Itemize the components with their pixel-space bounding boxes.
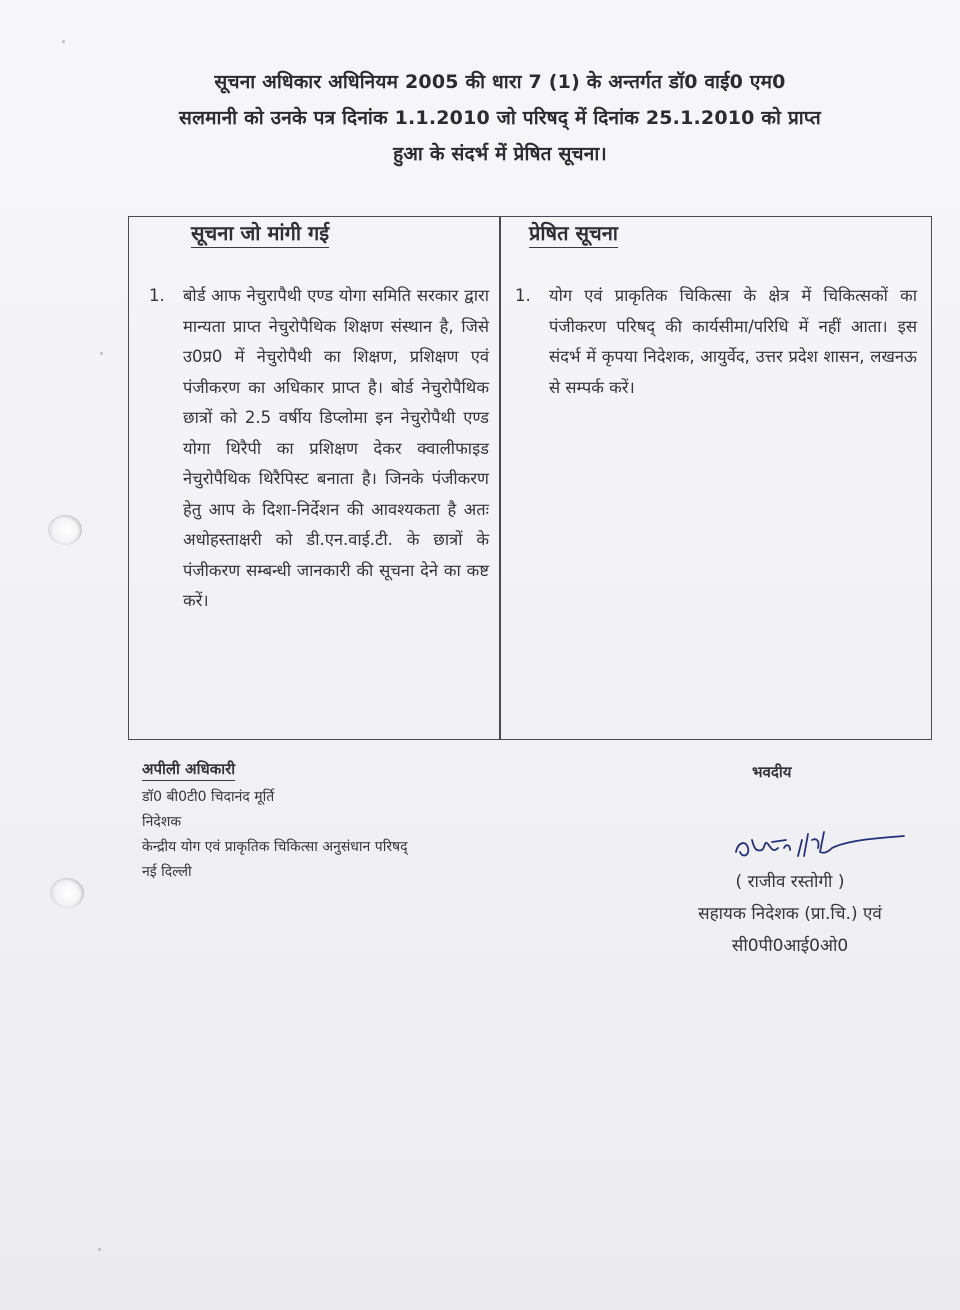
signatory-name: ( राजीव रस्तोगी ) [735,872,845,892]
appellate-title: अपीली अधिकारी [142,758,235,781]
item-number: 1. [149,286,165,305]
requested-info-column [149,281,489,617]
signatory-office: सी0पी0आई0ओ0 [731,936,849,956]
appellate-designation: निदेशक [142,814,182,830]
requested-info-item [149,281,489,617]
scan-speck [98,1248,101,1251]
sent-info-item [515,281,917,403]
appellate-authority-block [142,758,522,885]
punch-hole-mark [50,878,84,908]
signatory-designation: सहायक निदेशक (प्रा.चि.) एवं [698,904,882,924]
item-number: 1. [515,286,531,305]
requested-info-heading: सूचना जो मांगी गई [191,219,329,248]
handwritten-signature [728,818,908,868]
appellate-name: डॉ0 बी0टी0 चिदानंद मूर्ति [142,789,275,805]
punch-hole-mark [48,515,82,545]
document-heading [60,64,940,172]
information-table [128,216,932,740]
sent-info-heading: प्रेषित सूचना [529,219,618,248]
column-divider [499,217,501,739]
appellate-city: नई दिल्ली [142,864,192,880]
heading-line: सूचना अधिकार अधिनियम 2005 की धारा 7 (1) के अन्तर्गत डॉ0 वाई0 एम0 [214,71,786,93]
item-text: बोर्ड आफ नेचुरापैथी एण्ड योगा समिति सरकार द्वारा मान्यता प्राप्त नेचुरोपैथिक शिक्षण संस्थान है, जिसे उ0प्र0 में नेचुरोपैथी का शिक्षण, प्रशिक्षण एवं पंजीकरण का अधिकार प्राप्त है। बोर्ड नेचुरोपैथिक छात्रों को 2.5 वर्षीय डिप्लोमा इन नेचुरोपैथी एण्ड योगा थिरैपी का प्रशिक्षण देकर क्वालीफाइड नेचुरोपैथिक थिरैपिस्ट बनाता है। जिनके पंजीकरण हेतु आप के दिशा-निर्देशन की आवश्यकता है अतः अधोहस्ताक्षरी को डी.एन.वाई.टी. के छात्रों के पंजीकरण सम्बन्धी जानकारी की सूचना देने का कष्ट करें। [183,286,489,610]
scan-speck [100,352,103,355]
item-text: योग एवं प्राकृतिक चिकित्सा के क्षेत्र में चिकित्सकों का पंजीकरण परिषद् की कार्यसीमा/परिधि में नहीं आता। इस संदर्भ में कृपया निदेशक, आयुर्वेद, उत्तर प्रदेश शासन, लखनऊ से सम्पर्क करें। [549,286,917,397]
heading-line: सलमानी को उनके पत्र दिनांक 1.1.2010 जो परिषद् में दिनांक 25.1.2010 को प्राप्त [179,107,821,129]
sent-info-column [515,281,917,403]
heading-line: हुआ के संदर्भ में प्रेषित सूचना। [393,143,607,165]
appellate-organization: केन्द्रीय योग एवं प्राकृतिक चिकित्सा अनुसंधान परिषद् [142,839,408,855]
signatory-block [640,866,940,962]
closing-salutation: भवदीय [752,763,792,781]
scan-speck [62,40,65,43]
